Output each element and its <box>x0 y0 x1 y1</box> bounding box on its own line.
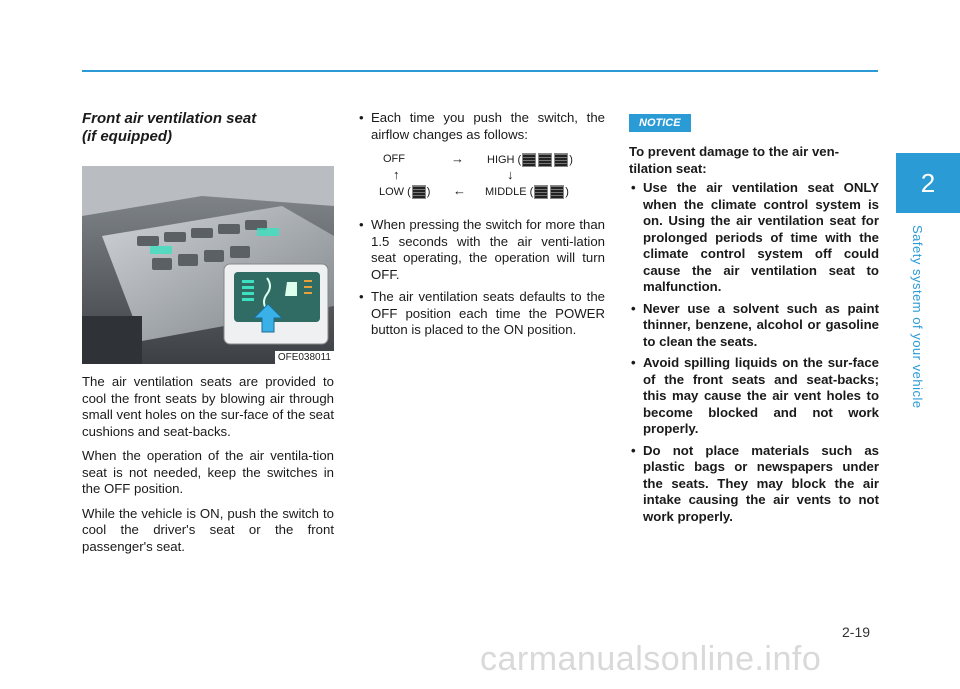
notice-heading: To prevent damage to the air ven-tilation seat: <box>629 144 840 176</box>
notice-item: • Never use a solvent such as paint thinner, benzene, alcohol or gasoline to clean the seats. <box>629 301 879 351</box>
fan-level-icon <box>550 185 564 199</box>
flow-high: HIGH ( ) <box>487 154 573 166</box>
notice-item: • Do not place materials such as plastic bags or newspapers under the seats. They may block the air intake causing the air vents to not work properly. <box>629 443 879 526</box>
figure-code: OFE038011 <box>275 351 334 364</box>
notice-column <box>629 110 879 530</box>
flow-low: LOW ( ) <box>379 186 431 198</box>
notice-item: • Use the air ventilation seat ONLY when the climate control system is on. Using the air ventilation seat for prolonged periods of time with the climate control system off could cause the air ventilation seat to malfunction. <box>629 180 879 296</box>
notice-item: • Avoid spilling liquids on the sur-face of the front seats and seat-backs; this may cause the air vent holes to become blocked and not work properly. <box>629 355 879 438</box>
instruction-bullet-default: • The air ventilation seats defaults to the OFF position each time the POWER button is placed to the ON position. <box>357 289 605 339</box>
chapter-number-tab: 2 <box>896 153 960 213</box>
section-title-line2: (if equipped) <box>82 128 172 145</box>
flow-arrow-left: ← <box>453 183 466 198</box>
chapter-title: Safety system of your vehicle <box>910 225 925 409</box>
instruction-bullet-long-press: • When pressing the switch for more than 1.5 seconds with the air venti-lation seat operating, the operation will turn OFF. <box>357 217 605 283</box>
flow-off: OFF <box>383 153 405 165</box>
console-figure <box>82 166 334 364</box>
flow-middle: MIDDLE ( ) <box>485 186 569 198</box>
notice-badge: NOTICE <box>629 114 691 132</box>
fan-level-icon <box>538 153 552 167</box>
flow-arrow-down: ↓ <box>507 167 514 182</box>
fan-level-icon <box>554 153 568 167</box>
fan-level-icon <box>522 153 536 167</box>
section-title-line1: Front air ventilation seat <box>82 110 257 127</box>
console-illustration <box>82 166 334 364</box>
flow-arrow-up: ↑ <box>393 167 400 182</box>
page-number: 2-19 <box>842 624 871 640</box>
airflow-diagram <box>357 151 605 209</box>
section-title <box>82 110 334 146</box>
fan-level-icon <box>534 185 548 199</box>
instruction-bullet-airflow: • Each time you push the switch, the airflow changes as follows: <box>357 110 605 143</box>
paragraph-operation: While the vehicle is ON, push the switch to cool the driver's seat or the front passenger's seat. <box>82 505 334 554</box>
header-rule <box>82 70 878 72</box>
section-column <box>82 110 334 555</box>
fan-level-icon <box>412 185 426 199</box>
instructions-column <box>357 110 605 345</box>
paragraph-purpose: The air ventilation seats are provided to cool the front seats by blowing air through small vent holes on the sur-face of the seat cushions and seat-backs. <box>82 374 334 439</box>
watermark: carmanualsonline.info <box>480 640 822 678</box>
paragraph-off-position: When the operation of the air ventila-tion seat is not needed, keep the switches in the OFF position. <box>82 448 334 496</box>
flow-arrow-right: → <box>451 151 464 166</box>
